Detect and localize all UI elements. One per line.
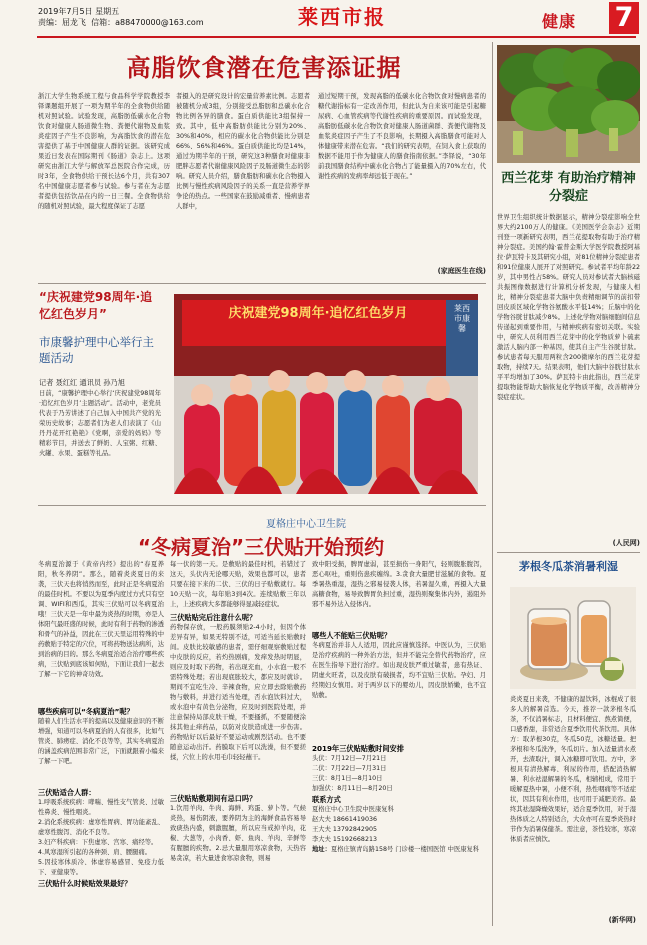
section-divider xyxy=(38,283,486,284)
suitable-item-2: 2.消化系统疾病：虚寒性胃病、胃功能紊乱、虚寒性腹泻、消化不良等。 xyxy=(38,819,164,836)
headline-col3: 通过短期干预，发现高脂的低碳水化合物饮食对慢病患者的糖代谢指标有一定改善作用，但此认为自来该可能是引起糖尿病、心血管疾病等代谢性疾病的重要原因。而试验发现，高脂肪低碳水化合物饮食对健康人肠道菌群、粪便代谢物及血浆炎症因子产生了不良影响，长期摄入高脂膳食可能对人体健康带来潜在危害。“我们的研究表明，在饲入食上获取的数据不能用于作为健康人的膳食指南依据。”李铎说，“30年前我国膳食结构中碳水化合物占了能量摄入的70%左右，代谢性疾病的发病率却远低于现在。” xyxy=(318,93,486,180)
schedule-item-1: 头伏：7月12日—7月21日 xyxy=(312,755,387,762)
column-divider xyxy=(492,42,493,926)
right-divider xyxy=(497,552,640,553)
contact-3: 李大夫 15192668213 xyxy=(312,836,377,843)
celebration-headline: “庆祝建党98周年·追忆红色岁月” xyxy=(39,290,153,321)
suitable-item-3: 3.妇产科疾病：下焦虚寒、宫寒、痛经等。 xyxy=(38,839,158,846)
melon-tea-body: 炎炎夏日来袭，不健康的湿饮料，冰棍成了很多人的解暑首选。今天，推荐一款茅根冬瓜茶，不仅消暑标志，且材料便宜、熬煮简便，口感香甜，非常适合夏季饮用代茶饮用。具体方：取茅根30克，冬瓜50克，冰糖适量。把茅根和冬瓜洗净，冬瓜切片。加入适量清水煮开，去渣取汁，调入冰糖即可饮用。方中，茅根具有清热解毒、利尿的作用，搭配消热解暑、利水祛湿解暑的冬瓜，相辅相成，常用于暖解夏热中暑，小便不利，热性咽痛等不适症状，因其有利水作用，也可用于减肥美容。最终其祛湿降燥效果好，适合夏季饮用，对于湿热体质之人特别适合，大众亦可在夏季炎热时节作为消暑保健茶。需注意，茶性较寒，寒凉体质者应慎饮。 xyxy=(510,696,636,843)
question-1-body: 随着人们生活水平的提高以及健康意识的不断增强，知道可以冬病夏治的人有很多，比如气管炎、肺痨症、消化不良等等，其实冬病夏治的涵盖疾病范围非常广泛，下面就跟着小编来了解一下吧。 xyxy=(38,718,164,765)
headline-col1: 浙江大学生物系统工程与食品科学学院教授李铎课题组开展了一项为期半年的全食物供给随机对照试验。试验发现，高脂肪低碳水化合物饮食对健康人肠道微生物、粪便代谢物及血浆炎症因子产生不良影响，为高脂饮食的潜在危害提供了基于中国健康人群的证据。该研究成果近日发表在国际期刊《肠道》杂志上。这项研究由浙江大学与解放军总医院合作完成，历时3年，全食物供给干预长达6个月，共有307名中国健康志愿者参与试验。参与者在为志愿者提供包括饮品在内的一日三餐。全食物供给的随机对照试验，最大程度保证了志愿 xyxy=(38,93,170,210)
photo-banner-text: 庆祝建党98周年·追忆红色岁月 xyxy=(228,306,408,321)
page-header-meta xyxy=(38,6,248,28)
question-3-head: 三伏贴贴完后注意什么呢？ xyxy=(170,613,257,622)
headline-credit: (家庭医生在线) xyxy=(437,267,486,275)
broccoli-photo xyxy=(497,45,640,163)
dogdays-intro: 冬病夏治源于《黄帝内经》提出的“春夏养阳，秋冬养阴”。那么，随着炎炎夏日的来袭，三伏天也将悄然而至，此时正是冬病夏治的最佳时机。不要以为夏季内度过方式只有空调、WIFI和西瓜，其实三伏贴可以冬病夏治哦！三伏天是一年中最为炎热的时期，亦是人体阳气最旺盛的时候，此时有利于药物的渗透和骨气的补益，因此在三伏天里运用特殊的中药敷贴于特定的穴位，可将药物送达病所，达到治病的目的。那么冬病夏治适合治疗哪些疾病，三伏贴到底该如何贴，下面让我们一起去了解一下它的神奇功效。 xyxy=(38,561,164,678)
header-email: a88470000@163.com xyxy=(115,18,204,27)
contact-title: 联系方式 xyxy=(312,795,341,804)
header-editor: 屈龙飞 xyxy=(62,18,86,27)
melon-tea-headline: 茅根冬瓜茶消暑利湿 xyxy=(519,560,618,573)
suitable-item-4: 4.风寒湿所引起的各种颈、肩、腰腿痛。 xyxy=(38,849,152,856)
melon-tea-photo xyxy=(510,587,636,689)
celebration-body: 日前，“康馨护理中心举行‘庆祝建党98周年·追忆红色岁月’主题活动”。活动中，老党员代表于乃芳讲述了自己加入中国共产党的光荣历史故事；志愿者们为老人们表演了《山丹丹花开红艳艳》《党啊，亲爱的妈妈》等精彩节目，并送去了鲜奶、人宝粥、红糖、火罐、水果、蛋糕等礼品。 xyxy=(39,390,161,457)
suitable-people-head: 三伏贴适合人群： xyxy=(38,788,96,797)
dogdays-col3-body: 致中阳受损，脾胃虚弱，甚至损伤一身阳气，轻则腹胀腹泻，恶心呕吐，重则伤患疾缠绵。3.贪食大量肥甘滋腻的食物。夏季暑热重湿，湿热之邪易侵袭人体，若暑湿久重，再摄入大量高糖食物，易导致脾胃负担过重，湿热则聚集体内外，遏阻外邪不易外达入侵体内。 xyxy=(312,561,486,608)
dogdays-col2 xyxy=(170,560,306,894)
dogdays-col3 xyxy=(312,560,486,855)
dogdays-col1 xyxy=(38,560,164,889)
dogdays-headline: “冬病夏治”三伏贴开始预约 xyxy=(137,535,385,559)
melon-tea-credit: (新华网) xyxy=(608,916,636,924)
address-label: 地址： xyxy=(312,846,331,853)
celebration-photo xyxy=(174,294,478,494)
dogdays-col2-body: 药物保存放，一般药膜须贴2-4小时，但因个体差异有异，如果无特别不适，可适当延长贴敷时间。皮肤比较敏感的患者，需仔细观察敷贴过程中皮肤的反应，若灼热剧痛，发痒发热时明显，则应及时取下药物，若出现充血，小水泡一般不需特殊处理；若出现底胀较大，都应及时就诊。期间不宜吃生冷、辛辣食物，应立即去除贴敷药物与敷料，并进行适当处理，否水泡饮料过大，或水泡中有黄色分泌物，应及时到医院处理，并注意保持局部皮肤干燥，不要搔抓，不要随便涂抹其他止痒药品，以防对皮肤造成进一步伤害。药物贴好以后最好不要运动或剧烈活动。也不要随意运动出汗。药膜取下后可以洗澡，但不要搓揉，穴位上的水用毛巾轻轻蘸干。 xyxy=(170,624,306,761)
header-weekday: 星期五 xyxy=(95,7,120,16)
question-1-head: 哪些疾病可以“冬病夏治”呢？ xyxy=(38,707,134,716)
suitable-item-5: 5.因技寒体质冷、体虚容易感冒、免疫力低下、亚健康等。 xyxy=(38,859,164,876)
contact-2: 王大夫 13792842905 xyxy=(312,826,377,833)
header-date: 2019年7月5日 xyxy=(38,7,93,16)
dogdays-col2-foods: 1.饮用羊肉、牛肉、海鲜、鸡蛋、萝卜等。气候炎热，易伤阴液，要养阴为主的海鲜食品容易导致痰热内盛，刺激腥膻，所以应当戒掉羊肉，花椒、大葱等，小肉香、虾、鱼肉、羊肉、辛鲜等有腥膻的疾物。2.忌大量服用寒凉食物，天热容易贪凉，若大量进食寒凉食物，则易 xyxy=(170,805,306,862)
headline-col2: 者摄入的是研究设计的宏量营养素比例。志愿者被随机分成3组，分别接受总脂肪和总碳水化合物比例各异的膳食。蛋白质供能比3组保持一致。其中，低中高脂肪供能比分别为20%、30%和40%，相应的碳水化合物供能比分别是66%、56%和46%。蛋白质供能比均是14%，通过为期半年的干预，研究这3种膳食对健康非肥胖志愿者代谢健康风险因子及肠道微生态的影响。研究人员介绍，膳食脂肪和碳水化合物摄入比例与慢性疾病风险因子的关系一直是营养学界争论的热点。一些国家在鼓励减重者、慢病患者人群中， xyxy=(176,93,310,210)
dogdays-col3-body-2: 冬病夏治并非人人适用，因此应谨慎选择。中医认为，三伏贴是治疗疾病的一种外治方法，但并不能完全替代药物治疗，应在医生指导下进行治疗。如出现皮肤严重过敏者，患有热证、阴虚火旺者，以及皮肤有破损者，均不宜贴三伏贴。孕妇、月经期妇女慎用。对于两岁以下的婴幼儿，因皮肤娇嫩，也不宜贴敷。 xyxy=(312,642,486,699)
header-editor-label: 责编： xyxy=(38,18,62,27)
address-text: 夏格庄镇青岛路158号 门诊楼一楼国医馆 中医康复科 xyxy=(330,846,480,853)
section-title: 健康 xyxy=(542,12,577,31)
contact-org: 夏格庄中心卫生院中医康复科 xyxy=(312,806,394,813)
celebration-subheadline: 市康馨护理中心举行主题活动 xyxy=(39,335,154,365)
header-email-label: 信箱： xyxy=(91,18,116,27)
section-divider-2 xyxy=(38,505,486,506)
schedule-item-2: 二伏：7月22日—7月31日 xyxy=(312,765,387,772)
newspaper-masthead: 莱西市报 xyxy=(298,5,386,29)
header-divider xyxy=(37,36,636,38)
question-5-head: 哪些人不能贴三伏贴呢？ xyxy=(312,631,392,640)
question-2-head: 三伏贴什么时候贴效果最好？ xyxy=(38,879,132,888)
dogdays-col2-intro: 每一伏的第一天。是敷贴的最佳时机，若错过了这天，头伏内无论哪天贴，效果也都可以，患者只要在接下来的二伏、三伏的日子贴敷就行。每10天贴一次，每年贴3到4次。连续贴敷三年以上，上述疾病大多都能够得显减轻症状。 xyxy=(170,561,306,608)
broccoli-credit: (人民网) xyxy=(612,539,640,547)
celebration-byline: 记者 聂红红 通讯员 孙乃旭 xyxy=(39,378,125,387)
schedule-item-3: 三伏：8月1日—8月10日 xyxy=(312,775,383,782)
page-number-badge: 7 xyxy=(609,2,639,34)
broccoli-body: 世界卫生组织统计数据显示，精神分裂症影响全世界大约2100万人的健康。《美国医学会杂志》近期刊登一项新研究表明，西兰花提取物有助于治疗精神分裂症。美国约翰·霍普金斯大学医学院教授阿基拉·萨瓦特卡及其研究小组，对81位精神分裂症患者和91位健康人展开了对照研究。参试者平均年龄22岁，其中男性占58%。研究人员对参试者大脑核磁共振图像数据进行计算机分析发现，与健康人相比，精神分裂症患者大脑中负责精细调节的前扣带回皮质区域化学物谷氨酸水平低14%；丘脑中的化学物谷胱甘肽减少8%。上述化学物对脑细胞间信息传递起到重要作用，与精神疾病有密切关联。实验中，研究人员利用西兰花芽中的化学物质萝卜硫素激活人脑内部一种基因，使其自主产生谷胱甘肽。参试患者每天服用两粒含200微摩尔的西兰花芽提取物，持续7天。结果表明，他们大脑中谷胱甘肽水平平均增加了30%。萨瓦特卡由此指出，西兰花芽提取物能帮助大脑恢复化学物质平衡，改善精神分裂症症状。 xyxy=(497,214,640,401)
contact-1: 赵大夫 18661419036 xyxy=(312,816,377,823)
schedule-title: 2019年三伏贴贴敷时间安排 xyxy=(312,744,404,753)
dogdays-subheadline: 夏格庄中心卫生院 xyxy=(266,519,346,530)
main-headline: 高脂饮食潜在危害添证据 xyxy=(126,53,402,82)
schedule-item-4: 加强伏：8月11日—8月20日 xyxy=(312,785,393,792)
broccoli-headline: 西兰花芽 有助治疗精神分裂症 xyxy=(501,171,636,204)
question-4-head: 三伏贴贴敷期间有忌口吗？ xyxy=(170,794,257,803)
suitable-item-1: 1.呼吸系统疾病：哮喘、慢性支气管炎、过敏性鼻炎、慢性咽炎。 xyxy=(38,799,164,816)
photo-side-sign: 莱西市康馨 xyxy=(454,304,470,333)
